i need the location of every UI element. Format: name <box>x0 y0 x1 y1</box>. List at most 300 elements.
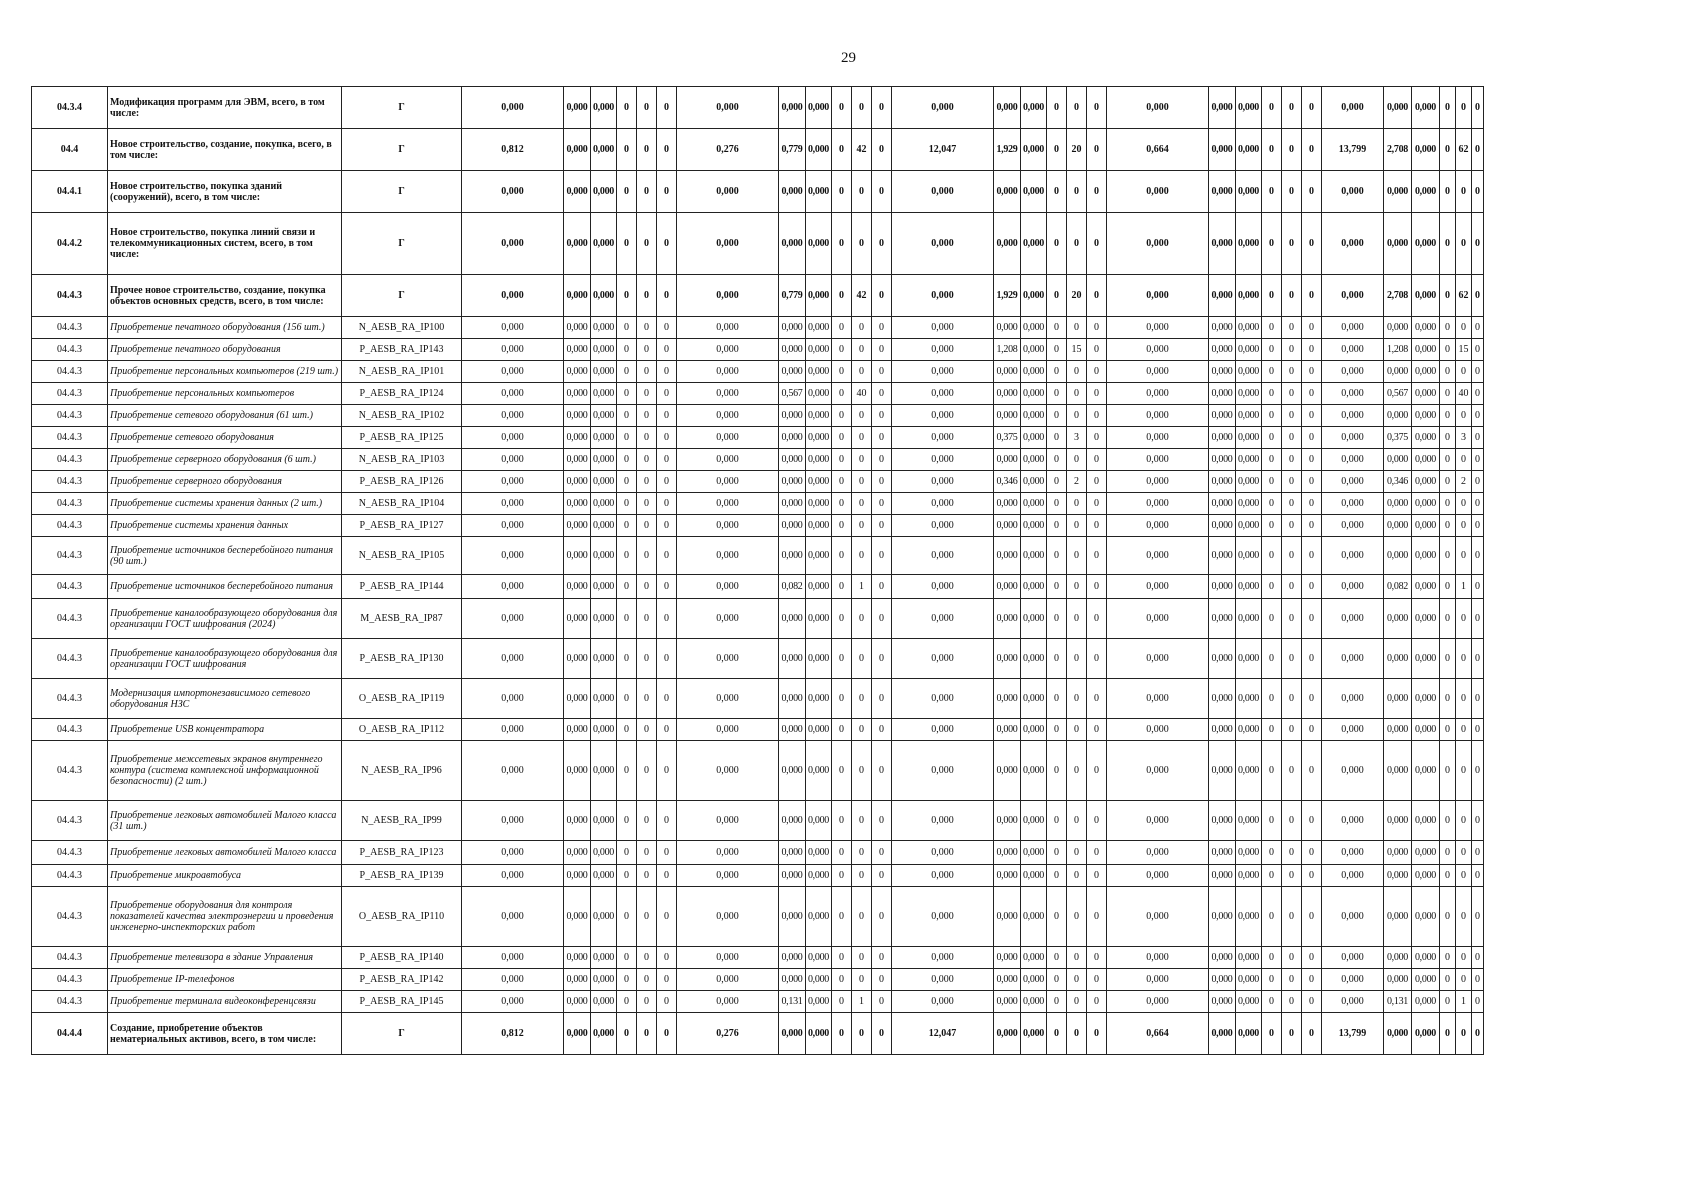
value-cell: 0 <box>617 865 637 887</box>
value-cell: 0 <box>1456 865 1472 887</box>
value-cell: 0,000 <box>591 1013 617 1055</box>
row-name: Модификация программ для ЭВМ, всего, в том числе: <box>108 87 342 129</box>
value-cell: 0,000 <box>779 969 806 991</box>
value-cell: 0 <box>1262 1013 1282 1055</box>
value-cell: 0 <box>1067 947 1087 969</box>
value-cell: 0 <box>1067 741 1087 801</box>
value-cell: 0 <box>1302 679 1322 719</box>
value-cell: 0,000 <box>1412 383 1440 405</box>
value-cell: 0,000 <box>1107 679 1209 719</box>
value-cell: 0 <box>1067 991 1087 1013</box>
value-cell: 0 <box>1262 639 1282 679</box>
value-cell: 0 <box>1087 87 1107 129</box>
value-cell: 0 <box>832 639 852 679</box>
value-cell: 0,000 <box>994 213 1021 275</box>
value-cell: 0,000 <box>677 213 779 275</box>
value-cell: 0,000 <box>806 405 832 427</box>
value-cell: 0,000 <box>1209 275 1236 317</box>
value-cell: 0,000 <box>1107 493 1209 515</box>
value-cell: 0 <box>1456 87 1472 129</box>
value-cell: 0 <box>1047 339 1067 361</box>
value-cell: 0,000 <box>462 719 564 741</box>
value-cell: 0 <box>637 171 657 213</box>
value-cell: 0,000 <box>1412 317 1440 339</box>
row-name: Приобретение легковых автомобилей Малого класса <box>108 841 342 865</box>
value-cell: 0,000 <box>677 275 779 317</box>
value-cell: 0,000 <box>1236 719 1262 741</box>
value-cell: 0 <box>617 537 637 575</box>
value-cell: 2 <box>1067 471 1087 493</box>
value-cell: 0 <box>617 1013 637 1055</box>
value-cell: 0 <box>617 887 637 947</box>
row-identifier: N_AESB_RA_IP102 <box>342 405 462 427</box>
value-cell: 0,131 <box>1384 991 1412 1013</box>
value-cell: 0,000 <box>1236 515 1262 537</box>
value-cell: 0,000 <box>779 339 806 361</box>
value-cell: 0,000 <box>1107 741 1209 801</box>
value-cell: 0 <box>1456 679 1472 719</box>
table-row <box>32 841 1484 865</box>
value-cell: 0,000 <box>1384 1013 1412 1055</box>
value-cell: 0 <box>617 493 637 515</box>
value-cell: 0 <box>1472 947 1484 969</box>
value-cell: 0 <box>637 639 657 679</box>
value-cell: 0,000 <box>1021 947 1047 969</box>
value-cell: 0,000 <box>1021 741 1047 801</box>
value-cell: 0,000 <box>1322 87 1384 129</box>
value-cell: 0,000 <box>806 317 832 339</box>
value-cell: 0 <box>832 427 852 449</box>
value-cell: 0,000 <box>591 317 617 339</box>
value-cell: 0,000 <box>779 537 806 575</box>
value-cell: 0 <box>832 719 852 741</box>
value-cell: 0 <box>1282 383 1302 405</box>
value-cell: 0 <box>1262 171 1282 213</box>
value-cell: 0,000 <box>564 87 591 129</box>
value-cell: 0 <box>1047 841 1067 865</box>
value-cell: 0,000 <box>1107 213 1209 275</box>
value-cell: 0 <box>1067 87 1087 129</box>
value-cell: 42 <box>852 129 872 171</box>
value-cell: 0 <box>872 639 892 679</box>
value-cell: 0 <box>657 405 677 427</box>
value-cell: 0,000 <box>591 471 617 493</box>
value-cell: 0,000 <box>1021 969 1047 991</box>
value-cell: 0,000 <box>1412 171 1440 213</box>
value-cell: 0 <box>1302 991 1322 1013</box>
value-cell: 0,000 <box>1209 339 1236 361</box>
value-cell: 0 <box>1087 171 1107 213</box>
value-cell: 0,000 <box>1236 275 1262 317</box>
value-cell: 0 <box>852 887 872 947</box>
value-cell: 0 <box>637 427 657 449</box>
value-cell: 0,000 <box>1412 87 1440 129</box>
value-cell: 0,000 <box>1021 87 1047 129</box>
value-cell: 0 <box>832 537 852 575</box>
value-cell: 0 <box>1087 213 1107 275</box>
value-cell: 0 <box>872 969 892 991</box>
value-cell: 0,000 <box>1322 719 1384 741</box>
value-cell: 0,000 <box>1107 171 1209 213</box>
value-cell: 0 <box>852 537 872 575</box>
value-cell: 0,000 <box>564 679 591 719</box>
value-cell: 0 <box>872 991 892 1013</box>
value-cell: 0,000 <box>1209 639 1236 679</box>
value-cell: 0,567 <box>1384 383 1412 405</box>
value-cell: 0,000 <box>1412 741 1440 801</box>
value-cell: 0 <box>1047 515 1067 537</box>
value-cell: 0,000 <box>1384 741 1412 801</box>
value-cell: 0,000 <box>1384 405 1412 427</box>
row-identifier: N_AESB_RA_IP100 <box>342 317 462 339</box>
row-code: 04.4.3 <box>32 801 108 841</box>
value-cell: 0 <box>1302 275 1322 317</box>
value-cell: 0,000 <box>994 801 1021 841</box>
value-cell: 0,276 <box>677 129 779 171</box>
value-cell: 0 <box>832 449 852 471</box>
value-cell: 0,000 <box>462 427 564 449</box>
row-code: 04.4.3 <box>32 361 108 383</box>
value-cell: 0,000 <box>1322 537 1384 575</box>
value-cell: 0,000 <box>1412 427 1440 449</box>
value-cell: 0,000 <box>1236 213 1262 275</box>
value-cell: 0 <box>617 515 637 537</box>
value-cell: 0,000 <box>806 575 832 599</box>
value-cell: 0 <box>1456 801 1472 841</box>
value-cell: 0,000 <box>892 599 994 639</box>
value-cell: 0,000 <box>564 947 591 969</box>
value-cell: 0 <box>1282 741 1302 801</box>
value-cell: 0 <box>1456 969 1472 991</box>
value-cell: 0 <box>1087 841 1107 865</box>
value-cell: 0 <box>1087 719 1107 741</box>
value-cell: 1 <box>1456 575 1472 599</box>
value-cell: 0,000 <box>1322 841 1384 865</box>
value-cell: 0 <box>1047 969 1067 991</box>
value-cell: 0,000 <box>994 741 1021 801</box>
row-name: Приобретение терминала видеоконференцсвязи <box>108 991 342 1013</box>
value-cell: 0 <box>1456 361 1472 383</box>
value-cell: 0,000 <box>1322 575 1384 599</box>
value-cell: 0 <box>1067 361 1087 383</box>
value-cell: 0 <box>1067 969 1087 991</box>
value-cell: 0 <box>637 719 657 741</box>
value-cell: 0,000 <box>564 471 591 493</box>
row-code: 04.4.3 <box>32 991 108 1013</box>
value-cell: 0,000 <box>564 639 591 679</box>
value-cell: 0 <box>1302 87 1322 129</box>
value-cell: 0,000 <box>564 171 591 213</box>
value-cell: 0 <box>1440 493 1456 515</box>
value-cell: 0 <box>852 719 872 741</box>
value-cell: 0 <box>1302 639 1322 679</box>
value-cell: 0 <box>1262 991 1282 1013</box>
value-cell: 0 <box>1047 1013 1067 1055</box>
value-cell: 0,082 <box>779 575 806 599</box>
value-cell: 0 <box>1282 841 1302 865</box>
value-cell: 0,000 <box>994 515 1021 537</box>
value-cell: 0 <box>852 639 872 679</box>
value-cell: 0,000 <box>1209 129 1236 171</box>
row-name: Приобретение системы хранения данных <box>108 515 342 537</box>
row-identifier: P_AESB_RA_IP130 <box>342 639 462 679</box>
value-cell: 0,000 <box>1384 841 1412 865</box>
value-cell: 0,000 <box>591 87 617 129</box>
value-cell: 0,000 <box>1236 87 1262 129</box>
value-cell: 0 <box>1282 887 1302 947</box>
value-cell: 0 <box>637 679 657 719</box>
value-cell: 0 <box>1440 719 1456 741</box>
value-cell: 0,000 <box>779 947 806 969</box>
value-cell: 0,000 <box>779 865 806 887</box>
value-cell: 0 <box>1067 449 1087 471</box>
value-cell: 0 <box>1302 865 1322 887</box>
value-cell: 0 <box>637 887 657 947</box>
value-cell: 0,000 <box>591 427 617 449</box>
value-cell: 1 <box>852 991 872 1013</box>
value-cell: 0,000 <box>1107 405 1209 427</box>
row-code: 04.4.3 <box>32 865 108 887</box>
value-cell: 0 <box>1472 537 1484 575</box>
value-cell: 3 <box>1456 427 1472 449</box>
value-cell: 0 <box>1472 317 1484 339</box>
value-cell: 0,000 <box>1322 275 1384 317</box>
value-cell: 0,000 <box>892 213 994 275</box>
value-cell: 0 <box>1087 679 1107 719</box>
value-cell: 0,000 <box>564 493 591 515</box>
row-name: Приобретение источников бесперебойного питания (90 шт.) <box>108 537 342 575</box>
value-cell: 0,000 <box>591 449 617 471</box>
value-cell: 0 <box>1047 679 1067 719</box>
value-cell: 0 <box>1087 741 1107 801</box>
value-cell: 0,000 <box>1021 515 1047 537</box>
value-cell: 0,000 <box>462 969 564 991</box>
value-cell: 0 <box>1456 1013 1472 1055</box>
value-cell: 0 <box>657 1013 677 1055</box>
value-cell: 0,000 <box>1236 383 1262 405</box>
value-cell: 0 <box>1262 449 1282 471</box>
value-cell: 0 <box>1472 1013 1484 1055</box>
value-cell: 0 <box>1087 427 1107 449</box>
value-cell: 0,000 <box>1209 87 1236 129</box>
value-cell: 1,208 <box>1384 339 1412 361</box>
value-cell: 0,000 <box>1021 449 1047 471</box>
value-cell: 0 <box>657 87 677 129</box>
value-cell: 0,000 <box>779 887 806 947</box>
value-cell: 0 <box>852 679 872 719</box>
value-cell: 0,000 <box>1236 537 1262 575</box>
value-cell: 0,000 <box>677 969 779 991</box>
value-cell: 0 <box>1067 213 1087 275</box>
value-cell: 0,000 <box>1412 339 1440 361</box>
value-cell: 0,000 <box>779 493 806 515</box>
value-cell: 0 <box>832 515 852 537</box>
value-cell: 0 <box>1087 991 1107 1013</box>
row-code: 04.4.3 <box>32 599 108 639</box>
value-cell: 0 <box>1087 317 1107 339</box>
value-cell: 0,000 <box>806 947 832 969</box>
value-cell: 0,000 <box>892 171 994 213</box>
value-cell: 0 <box>1302 383 1322 405</box>
value-cell: 0,000 <box>1107 991 1209 1013</box>
value-cell: 0,000 <box>1021 537 1047 575</box>
value-cell: 0 <box>1067 493 1087 515</box>
value-cell: 0,000 <box>1209 741 1236 801</box>
value-cell: 0,000 <box>1384 87 1412 129</box>
value-cell: 0,000 <box>1236 171 1262 213</box>
value-cell: 0 <box>617 841 637 865</box>
table-row <box>32 493 1484 515</box>
row-code: 04.4.2 <box>32 213 108 275</box>
value-cell: 0,000 <box>677 471 779 493</box>
value-cell: 12,047 <box>892 129 994 171</box>
value-cell: 0 <box>617 129 637 171</box>
row-code: 04.4.4 <box>32 1013 108 1055</box>
value-cell: 0,000 <box>1322 741 1384 801</box>
value-cell: 0 <box>1282 599 1302 639</box>
value-cell: 0,000 <box>806 383 832 405</box>
value-cell: 0 <box>1302 969 1322 991</box>
value-cell: 0,000 <box>462 515 564 537</box>
row-name: Приобретение USB концентратора <box>108 719 342 741</box>
value-cell: 0,000 <box>1209 361 1236 383</box>
value-cell: 0,000 <box>462 599 564 639</box>
value-cell: 0,000 <box>1412 493 1440 515</box>
value-cell: 0 <box>617 87 637 129</box>
value-cell: 0,000 <box>806 679 832 719</box>
value-cell: 0,000 <box>1412 515 1440 537</box>
value-cell: 0,000 <box>564 991 591 1013</box>
value-cell: 0,000 <box>677 383 779 405</box>
value-cell: 0 <box>1262 537 1282 575</box>
row-code: 04.4.3 <box>32 841 108 865</box>
value-cell: 0,000 <box>892 991 994 1013</box>
value-cell: 0,000 <box>677 171 779 213</box>
value-cell: 0,000 <box>779 427 806 449</box>
value-cell: 0 <box>1067 317 1087 339</box>
value-cell: 0 <box>1262 969 1282 991</box>
value-cell: 0,000 <box>1384 449 1412 471</box>
value-cell: 0,000 <box>1209 991 1236 1013</box>
value-cell: 0,000 <box>1384 493 1412 515</box>
value-cell: 0,000 <box>1322 679 1384 719</box>
value-cell: 0 <box>637 493 657 515</box>
value-cell: 0,000 <box>1021 129 1047 171</box>
value-cell: 0,000 <box>806 991 832 1013</box>
value-cell: 0 <box>832 405 852 427</box>
value-cell: 0,000 <box>1384 865 1412 887</box>
value-cell: 0 <box>1047 741 1067 801</box>
value-cell: 0,000 <box>677 317 779 339</box>
value-cell: 0,000 <box>564 383 591 405</box>
value-cell: 0 <box>1456 887 1472 947</box>
row-identifier: Г <box>342 213 462 275</box>
value-cell: 0 <box>1282 171 1302 213</box>
value-cell: 0 <box>617 969 637 991</box>
value-cell: 0 <box>1440 841 1456 865</box>
value-cell: 0,000 <box>677 515 779 537</box>
row-identifier: M_AESB_RA_IP87 <box>342 599 462 639</box>
value-cell: 0 <box>1456 639 1472 679</box>
value-cell: 0,000 <box>1107 471 1209 493</box>
value-cell: 0 <box>1440 515 1456 537</box>
section-row <box>32 129 1484 171</box>
value-cell: 0 <box>1302 339 1322 361</box>
value-cell: 0 <box>1440 639 1456 679</box>
row-code: 04.4.3 <box>32 947 108 969</box>
value-cell: 0,000 <box>1322 947 1384 969</box>
value-cell: 0,000 <box>1209 575 1236 599</box>
value-cell: 2 <box>1456 471 1472 493</box>
value-cell: 0,000 <box>564 537 591 575</box>
value-cell: 0 <box>832 741 852 801</box>
value-cell: 0,000 <box>1021 471 1047 493</box>
value-cell: 0,000 <box>462 741 564 801</box>
value-cell: 0,000 <box>892 887 994 947</box>
value-cell: 0,000 <box>1412 719 1440 741</box>
table-row <box>32 947 1484 969</box>
value-cell: 0 <box>637 947 657 969</box>
value-cell: 0 <box>1047 427 1067 449</box>
value-cell: 0 <box>1440 449 1456 471</box>
value-cell: 0,812 <box>462 129 564 171</box>
row-code: 04.4.1 <box>32 171 108 213</box>
value-cell: 0,000 <box>564 969 591 991</box>
value-cell: 0 <box>1440 801 1456 841</box>
value-cell: 0,000 <box>564 405 591 427</box>
value-cell: 0,000 <box>462 449 564 471</box>
value-cell: 0 <box>1067 405 1087 427</box>
value-cell: 0 <box>1087 405 1107 427</box>
value-cell: 0 <box>1047 449 1067 471</box>
value-cell: 0 <box>1282 801 1302 841</box>
value-cell: 0 <box>1456 515 1472 537</box>
row-code: 04.4.3 <box>32 719 108 741</box>
value-cell: 0,000 <box>1021 679 1047 719</box>
value-cell: 0 <box>852 515 872 537</box>
value-cell: 0,000 <box>564 129 591 171</box>
value-cell: 0 <box>872 87 892 129</box>
value-cell: 0 <box>1047 865 1067 887</box>
value-cell: 0 <box>1282 639 1302 679</box>
value-cell: 2,708 <box>1384 275 1412 317</box>
value-cell: 0,000 <box>677 947 779 969</box>
section-row <box>32 87 1484 129</box>
value-cell: 0,346 <box>1384 471 1412 493</box>
row-identifier: P_AESB_RA_IP126 <box>342 471 462 493</box>
value-cell: 0 <box>1282 339 1302 361</box>
value-cell: 0,000 <box>1236 887 1262 947</box>
value-cell: 0,000 <box>1209 171 1236 213</box>
value-cell: 0,000 <box>994 171 1021 213</box>
value-cell: 0 <box>872 383 892 405</box>
value-cell: 0 <box>872 171 892 213</box>
value-cell: 0,000 <box>564 213 591 275</box>
table-row <box>32 991 1484 1013</box>
value-cell: 0,000 <box>1021 275 1047 317</box>
value-cell: 0,000 <box>892 841 994 865</box>
value-cell: 0 <box>1440 969 1456 991</box>
value-cell: 0 <box>832 947 852 969</box>
value-cell: 0,000 <box>994 679 1021 719</box>
section-row <box>32 1013 1484 1055</box>
value-cell: 0,000 <box>1021 991 1047 1013</box>
value-cell: 0,000 <box>677 741 779 801</box>
value-cell: 0,000 <box>1021 361 1047 383</box>
value-cell: 0 <box>1067 679 1087 719</box>
value-cell: 0 <box>1440 171 1456 213</box>
value-cell: 0,000 <box>1412 471 1440 493</box>
